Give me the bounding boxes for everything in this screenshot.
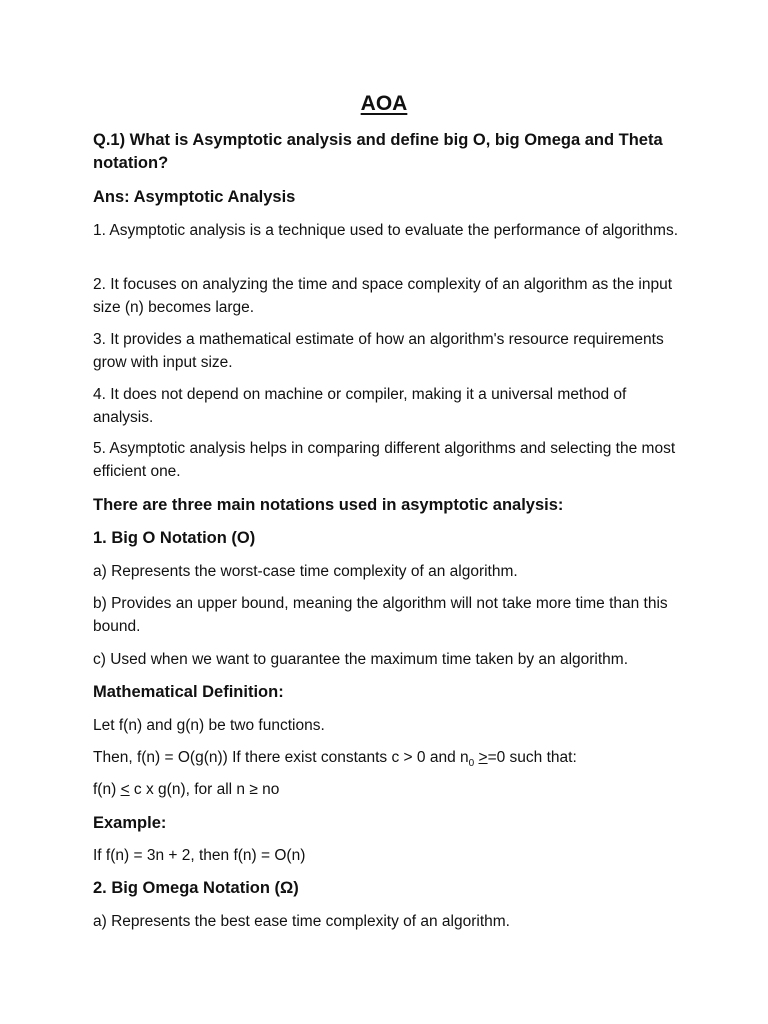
notations-intro: There are three main notations used in asymptotic analysis:	[93, 496, 564, 514]
point-1: 1. Asymptotic analysis is a technique used to evaluate the performance of algorithms.	[93, 222, 679, 239]
big-o-heading: 1. Big O Notation (O)	[93, 529, 256, 547]
definition-line-2	[93, 747, 683, 770]
definition-line-3-tail: c x g(n), for all n ≥ no	[129, 781, 280, 798]
big-o-item-b: b) Provides an upper bound, meaning the algorithm will not take more time than this bound.	[93, 595, 668, 635]
definition-line-3-text: f(n)	[93, 781, 121, 798]
example-text: If f(n) = 3n + 2, then f(n) = O(n)	[93, 847, 306, 864]
definition-line-3	[93, 779, 683, 802]
point-3: 3. It provides a mathematical estimate of how an algorithm's resource requirements grow with input size.	[93, 331, 664, 371]
point-5: 5. Asymptotic analysis helps in comparing different algorithms and selecting the most efficient one.	[93, 440, 676, 480]
point-4: 4. It does not depend on machine or compiler, making it a universal method of analysis.	[93, 386, 627, 426]
less-equal-symbol: <	[120, 781, 130, 798]
n-zero-subscript: 0	[468, 758, 475, 770]
answer-heading: Ans: Asymptotic Analysis	[93, 188, 296, 206]
point-2: 2. It focuses on analyzing the time and space complexity of an algorithm as the input size (n) becomes large.	[93, 276, 672, 316]
big-o-item-c: c) Used when we want to guarantee the maximum time taken by an algorithm.	[93, 651, 629, 668]
definition-line-1: Let f(n) and g(n) be two functions.	[93, 717, 325, 734]
big-omega-heading: 2. Big Omega Notation (Ω)	[93, 879, 299, 897]
math-definition-heading: Mathematical Definition:	[93, 683, 284, 701]
greater-equal-symbol: >	[478, 749, 488, 766]
definition-line-2-text: Then, f(n) = O(g(n)) If there exist constants c > 0 and n	[93, 749, 469, 766]
definition-line-2-tail: =0 such that:	[487, 749, 577, 766]
example-heading: Example:	[93, 814, 167, 832]
document-title: AOA	[360, 92, 408, 115]
big-omega-item-a: a) Represents the best ease time complexity of an algorithm.	[93, 913, 510, 930]
big-o-item-a: a) Represents the worst-case time complexity of an algorithm.	[93, 563, 518, 580]
question-heading: Q.1) What is Asymptotic analysis and define big O, big Omega and Theta notation?	[93, 131, 663, 172]
